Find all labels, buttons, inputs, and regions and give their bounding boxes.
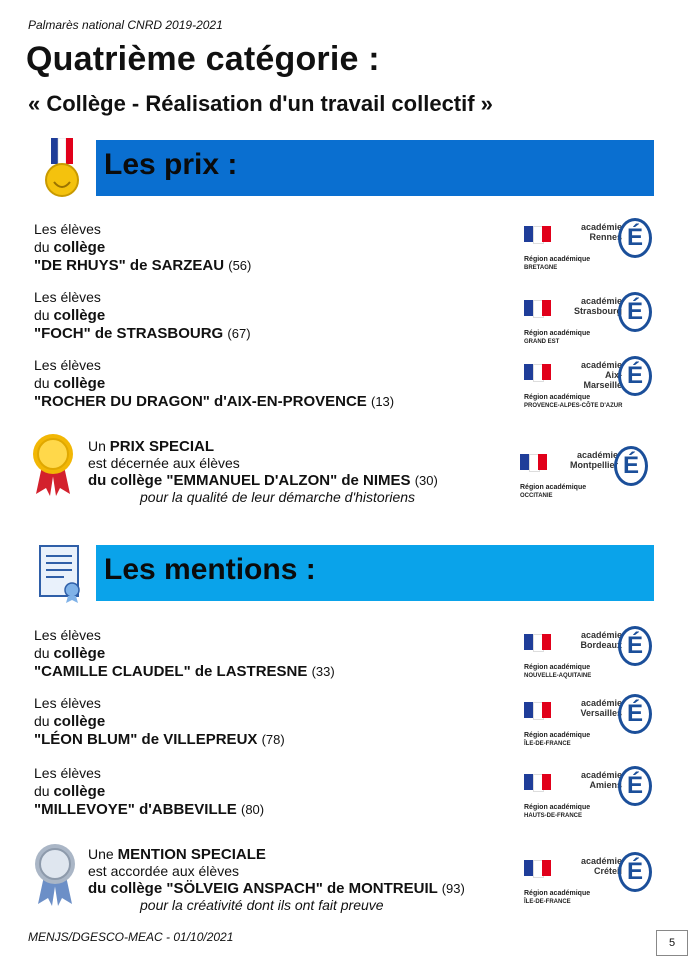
entry-line: du bbox=[34, 375, 54, 391]
academie-logo-strasbourg bbox=[516, 286, 656, 352]
republique-flag-icon bbox=[524, 226, 552, 242]
entry-line: du bbox=[34, 783, 54, 799]
academie-logo-versailles bbox=[516, 688, 656, 754]
special-line: est accordée aux élèves bbox=[88, 863, 239, 879]
academie-logo-aix-marseille bbox=[516, 350, 656, 416]
entry-line: Les élèves bbox=[34, 221, 101, 237]
mention-entry-3 bbox=[34, 764, 264, 819]
republique-flag-icon bbox=[524, 364, 552, 380]
region-label: Région académique bbox=[524, 394, 591, 401]
mention-entry-1 bbox=[34, 626, 335, 681]
entry-line: collège bbox=[53, 375, 106, 392]
school-name: "DE RHUYS" de SARZEAU bbox=[34, 257, 225, 274]
special-reason: pour la qualité de leur démarche d'historiens bbox=[140, 489, 416, 505]
prix-entry-2 bbox=[34, 288, 251, 343]
academie-name: académie Créteil bbox=[580, 856, 622, 876]
academie-e-icon: É bbox=[618, 766, 652, 806]
department-number: (13) bbox=[370, 394, 395, 409]
academie-logo-amiens bbox=[516, 760, 656, 826]
academie-name: académie Aix-Marseille bbox=[580, 360, 622, 390]
prix-special-block bbox=[88, 438, 438, 506]
department-number: (56) bbox=[228, 258, 252, 273]
region-name: HAUTS-DE-FRANCE bbox=[524, 813, 582, 819]
republique-flag-icon bbox=[520, 454, 548, 470]
academie-name: académie Versailles bbox=[580, 698, 622, 718]
entry-line: collège bbox=[53, 645, 106, 662]
page-title: Quatrième catégorie : bbox=[26, 40, 380, 78]
special-line: Un bbox=[88, 438, 110, 454]
special-title: PRIX SPECIAL bbox=[109, 438, 214, 455]
entry-line: du bbox=[34, 713, 54, 729]
entry-line: collège bbox=[53, 239, 106, 256]
region-label: Région académique bbox=[524, 664, 591, 671]
entry-line: Les élèves bbox=[34, 357, 101, 373]
entry-line: collège bbox=[53, 307, 106, 324]
academie-logo-creteil bbox=[516, 846, 656, 912]
republique-flag-icon bbox=[524, 300, 552, 316]
academie-name: académie Montpellier bbox=[570, 450, 619, 470]
academie-e-icon: É bbox=[618, 292, 652, 332]
academie-e-icon: É bbox=[614, 446, 648, 486]
region-label: Région académique bbox=[524, 732, 591, 739]
region-label: Région académique bbox=[524, 804, 591, 811]
department-number: (67) bbox=[227, 326, 251, 341]
school-name: "LÉON BLUM" de VILLEPREUX bbox=[34, 731, 258, 748]
region-name: PROVENCE-ALPES-CÔTE D'AZUR bbox=[524, 403, 623, 409]
region-label: Région académique bbox=[524, 890, 591, 897]
prix-entry-3 bbox=[34, 356, 394, 411]
academie-name: académie Strasbourg bbox=[574, 296, 623, 316]
entry-line: Les élèves bbox=[34, 695, 101, 711]
medal-icon bbox=[42, 138, 82, 200]
document-header: Palmarès national CNRD 2019-2021 bbox=[28, 18, 223, 32]
region-name: ÎLE-DE-FRANCE bbox=[524, 741, 571, 747]
mention-entry-2 bbox=[34, 694, 285, 749]
academie-name: académie Rennes bbox=[580, 222, 622, 242]
region-name: NOUVELLE-AQUITAINE bbox=[524, 673, 592, 679]
entry-line: Les élèves bbox=[34, 289, 101, 305]
department-number: (30) bbox=[414, 473, 438, 488]
academie-name: académie Bordeaux bbox=[580, 630, 622, 650]
region-label: Région académique bbox=[520, 484, 587, 491]
entry-line: Les élèves bbox=[34, 627, 101, 643]
region-name: GRAND EST bbox=[524, 339, 560, 345]
department-number: (33) bbox=[311, 664, 335, 679]
silver-rosette-icon bbox=[32, 842, 78, 906]
special-line: Une bbox=[88, 846, 118, 862]
special-line: est décernée aux élèves bbox=[88, 455, 240, 471]
entry-line: Les élèves bbox=[34, 765, 101, 781]
entry-line: du bbox=[34, 307, 54, 323]
entry-line: collège bbox=[53, 713, 106, 730]
special-title: MENTION SPECIALE bbox=[117, 846, 266, 863]
school-name: "FOCH" de STRASBOURG bbox=[34, 325, 224, 342]
entry-line: du bbox=[34, 239, 54, 255]
academie-logo-bordeaux bbox=[516, 620, 656, 686]
academie-e-icon: É bbox=[618, 852, 652, 892]
school-name: du collège "EMMANUEL D'ALZON" de NIMES bbox=[88, 472, 411, 489]
republique-flag-icon bbox=[524, 634, 552, 650]
republique-flag-icon bbox=[524, 860, 552, 876]
academie-logo-rennes bbox=[516, 212, 656, 278]
mentions-section-title: Les mentions : bbox=[104, 553, 316, 586]
special-reason: pour la créativité dont ils ont fait preuve bbox=[140, 897, 384, 913]
region-name: OCCITANIE bbox=[520, 493, 553, 499]
academie-name: académie Amiens bbox=[580, 770, 622, 790]
certificate-icon bbox=[38, 544, 84, 604]
school-name: du collège "SÖLVEIG ANSPACH" de MONTREUIL bbox=[88, 880, 438, 897]
region-name: BRETAGNE bbox=[524, 265, 558, 271]
school-name: "MILLEVOYE" d'ABBEVILLE bbox=[34, 801, 237, 818]
document-footer: MENJS/DGESCO-MEAC - 01/10/2021 bbox=[28, 930, 234, 944]
entry-line: collège bbox=[53, 783, 106, 800]
academie-e-icon: É bbox=[618, 626, 652, 666]
academie-e-icon: É bbox=[618, 694, 652, 734]
prix-section-title: Les prix : bbox=[104, 148, 238, 181]
gold-rosette-icon bbox=[30, 432, 76, 496]
department-number: (80) bbox=[240, 802, 265, 817]
prix-entry-1 bbox=[34, 220, 251, 275]
academie-logo-montpellier bbox=[512, 440, 652, 506]
region-label: Région académique bbox=[524, 256, 591, 263]
page-number: 5 bbox=[656, 930, 688, 956]
republique-flag-icon bbox=[524, 702, 552, 718]
region-label: Région académique bbox=[524, 330, 591, 337]
prix-section-band bbox=[96, 140, 654, 196]
school-name: "CAMILLE CLAUDEL" de LASTRESNE bbox=[34, 663, 308, 680]
entry-line: du bbox=[34, 645, 54, 661]
page-subtitle: « Collège - Réalisation d'un travail collectif » bbox=[28, 91, 493, 116]
department-number: (93) bbox=[441, 881, 465, 896]
academie-e-icon: É bbox=[618, 356, 652, 396]
mentions-section-band bbox=[96, 545, 654, 601]
mention-special-block bbox=[88, 846, 465, 914]
department-number: (78) bbox=[261, 732, 285, 747]
region-name: ÎLE-DE-FRANCE bbox=[524, 899, 571, 905]
republique-flag-icon bbox=[524, 774, 552, 790]
school-name: "ROCHER DU DRAGON" d'AIX-EN-PROVENCE bbox=[34, 393, 367, 410]
academie-e-icon: É bbox=[618, 218, 652, 258]
